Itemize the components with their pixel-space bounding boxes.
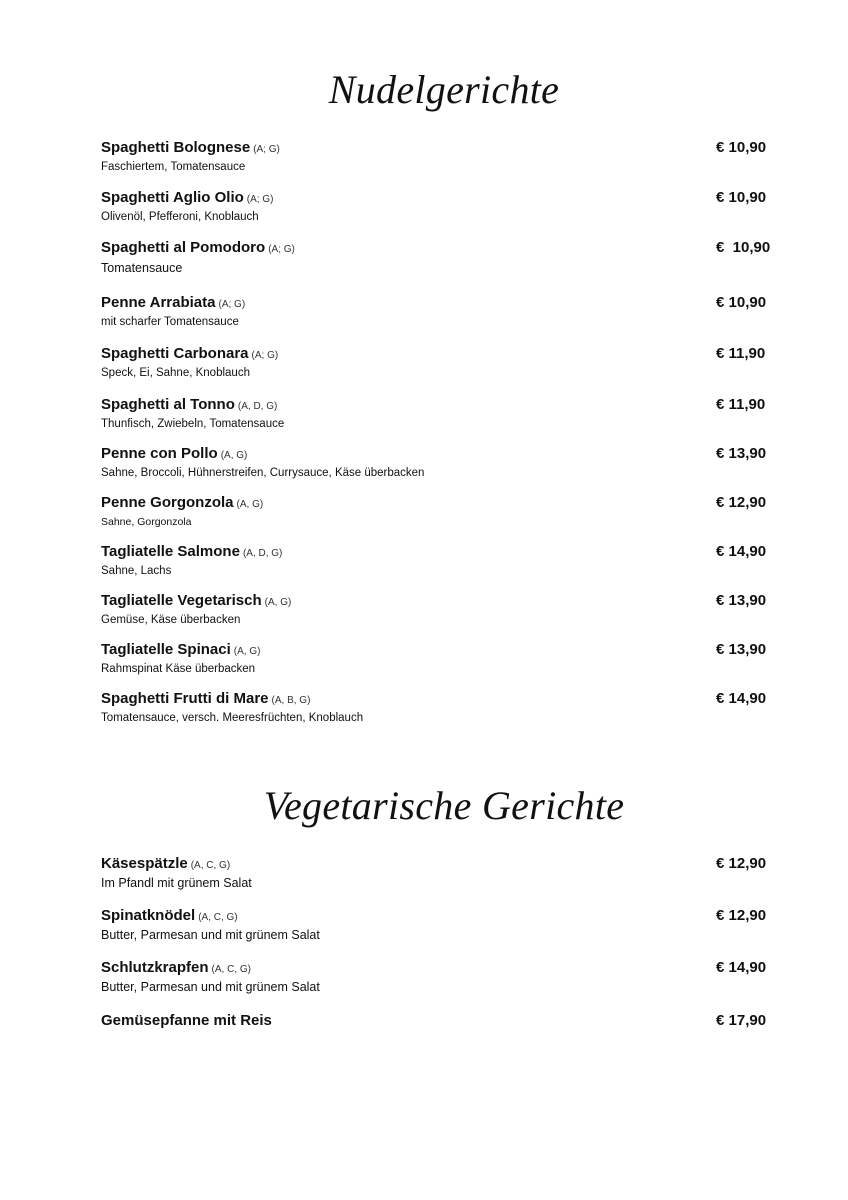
item-price: € 14,90	[716, 690, 767, 707]
item-description: Speck, Ei, Sahne, Knoblauch	[101, 367, 250, 379]
item-price: € 12,90	[716, 494, 767, 511]
item-name: Gemüsepfanne mit Reis	[101, 1012, 272, 1029]
item-name-line	[101, 346, 791, 364]
section-title-nudelgerichte: Nudelgerichte	[328, 67, 560, 112]
item-price: € 14,90	[716, 959, 767, 976]
item-name-line	[101, 642, 791, 660]
item-description: Tomatensauce	[101, 261, 183, 275]
menu-item	[101, 691, 791, 731]
item-name: Tagliatelle Spinaci	[101, 641, 231, 658]
item-price: € 13,90	[716, 641, 767, 658]
item-allergens: (A, C, G)	[198, 912, 238, 923]
item-name-line	[101, 495, 791, 513]
menu-item	[101, 446, 791, 486]
item-name-line	[101, 295, 791, 313]
item-name-line	[101, 1013, 791, 1029]
item-price: € 11,90	[716, 345, 766, 362]
item-allergens: (A; G)	[253, 144, 280, 155]
menu-item	[101, 346, 791, 386]
item-name: Spaghetti al Pomodoro	[101, 239, 266, 256]
item-name: Penne Gorgonzola	[101, 494, 234, 511]
item-name: Spaghetti Aglio Olio	[101, 189, 244, 206]
item-name-line	[101, 856, 791, 874]
item-name: Spaghetti al Tonno	[101, 396, 235, 413]
item-name-line	[101, 691, 791, 709]
item-price: € 12,90	[716, 907, 767, 924]
item-allergens: (A; G)	[218, 299, 246, 310]
menu-item	[101, 856, 791, 896]
item-description: Faschiertem, Tomatensauce	[101, 161, 246, 173]
item-allergens: (A, G)	[264, 597, 292, 608]
menu-item	[101, 544, 791, 584]
item-description: Thunfisch, Zwiebeln, Tomatensauce	[101, 418, 285, 430]
item-allergens: (A, D, G)	[242, 548, 283, 559]
menu-item	[101, 642, 791, 682]
item-name: Spaghetti Bolognese	[101, 139, 251, 156]
item-allergens: (A, G)	[220, 450, 248, 461]
item-name-line	[101, 240, 791, 258]
item-name: Schlutzkrapfen	[101, 959, 209, 976]
menu-item	[101, 240, 791, 280]
item-allergens: (A, B, G)	[271, 695, 311, 706]
item-description: Im Pfandl mit grünem Salat	[101, 876, 252, 890]
menu-item	[101, 295, 791, 335]
item-name-line	[101, 960, 791, 978]
item-name: Tagliatelle Salmone	[101, 543, 240, 560]
item-name-line	[101, 446, 791, 464]
item-description: Sahne, Lachs	[101, 565, 172, 577]
item-allergens: (A; G)	[246, 194, 274, 205]
item-name: Spinatknödel	[101, 907, 196, 924]
item-price: € 12,90	[716, 855, 767, 872]
item-price: € 10,90	[716, 294, 767, 311]
item-name-line	[101, 140, 791, 158]
item-description: Butter, Parmesan und mit grünem Salat	[101, 928, 320, 942]
item-price: € 10,90	[716, 139, 767, 156]
item-name: Penne Arrabiata	[101, 294, 216, 311]
menu-item	[101, 140, 791, 180]
item-description: Butter, Parmesan und mit grünem Salat	[101, 980, 320, 994]
menu-item	[101, 190, 791, 230]
item-name-line	[101, 190, 791, 208]
item-name: Tagliatelle Vegetarisch	[101, 592, 262, 609]
item-description: mit scharfer Tomatensauce	[101, 316, 239, 328]
item-price: € 14,90	[716, 543, 767, 560]
item-description: Gemüse, Käse überbacken	[101, 614, 241, 626]
item-description: Sahne, Broccoli, Hühnerstreifen, Currysauce, Käse überbacken	[101, 467, 425, 479]
item-description: Olivenöl, Pfefferoni, Knoblauch	[101, 211, 259, 223]
item-allergens: (A, D, G)	[237, 401, 278, 412]
item-name-line	[101, 544, 791, 562]
menu-item	[101, 908, 791, 948]
item-description: Sahne, Gorgonzola	[101, 516, 192, 528]
item-price: € 17,90	[716, 1012, 767, 1029]
item-allergens: (A, G)	[233, 646, 261, 657]
item-price: € 13,90	[716, 592, 767, 609]
menu-item	[101, 960, 791, 1000]
menu-item	[101, 397, 791, 437]
item-name-line	[101, 593, 791, 611]
item-name: Spaghetti Carbonara	[101, 345, 249, 362]
item-description: Rahmspinat Käse überbacken	[101, 663, 256, 675]
item-description: Tomatensauce, versch. Meeresfrüchten, Knoblauch	[101, 712, 364, 724]
item-price: € 11,90	[716, 396, 766, 413]
item-allergens: (A; G)	[251, 350, 279, 361]
menu-item	[101, 593, 791, 633]
section-title-vegetarische-gerichte: Vegetarische Gerichte	[263, 783, 625, 828]
item-price: € 10,90	[716, 239, 771, 256]
item-name-line	[101, 908, 791, 926]
item-allergens: (A, C, G)	[190, 860, 231, 871]
item-name: Penne con Pollo	[101, 445, 218, 462]
item-name: Käsespätzle	[101, 855, 188, 872]
item-price: € 10,90	[716, 189, 767, 206]
item-name: Spaghetti Frutti di Mare	[101, 690, 269, 707]
menu-item	[101, 1013, 791, 1053]
item-price: € 13,90	[716, 445, 767, 462]
item-allergens: (A; G)	[268, 244, 295, 255]
item-allergens: (A, C, G)	[211, 964, 251, 975]
item-name-line	[101, 397, 791, 415]
menu-item	[101, 495, 791, 535]
item-allergens: (A, G)	[236, 499, 264, 510]
